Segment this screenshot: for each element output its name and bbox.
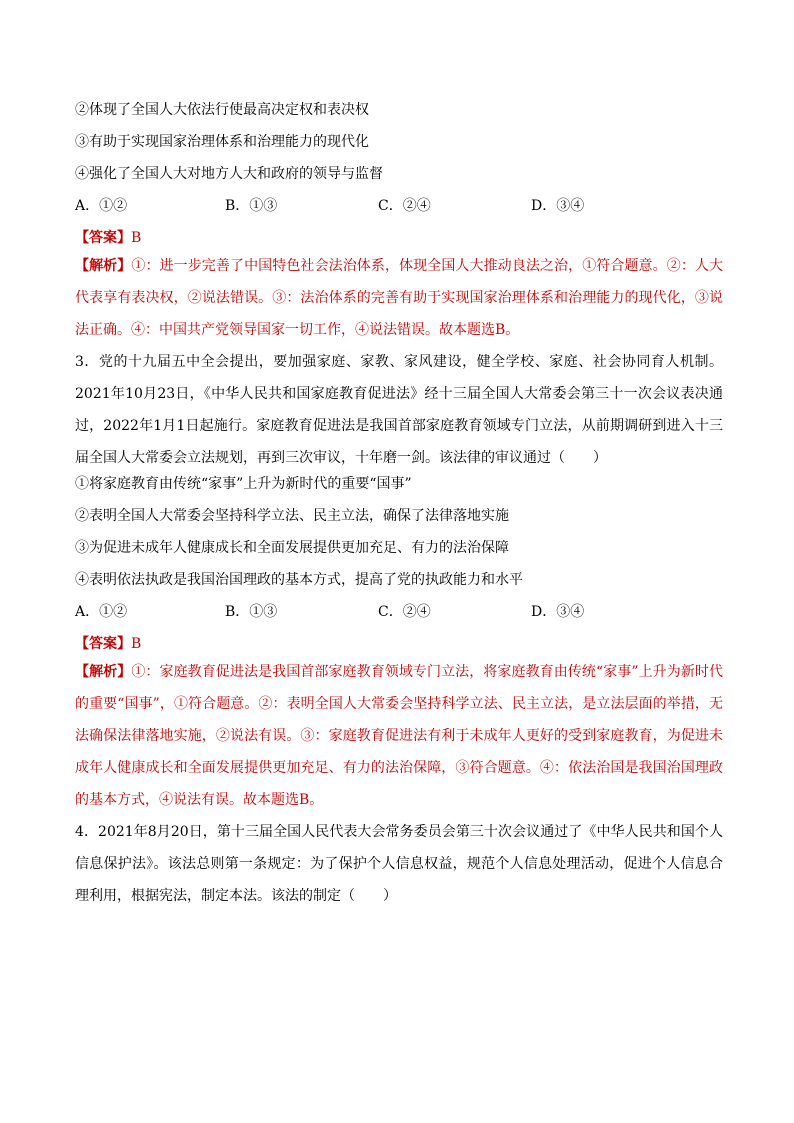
q3-option-a: A．①② [75, 604, 128, 620]
q3-answer-value: B [131, 636, 142, 652]
q3-answer [75, 634, 725, 654]
q3-item-3: ③为促进未成年人健康成长和全面发展提供更加充足、有力的法治保障 [75, 540, 509, 556]
q2-options [75, 196, 725, 216]
q2-item-4: ④强化了全国人大对地方人大和政府的领导与监督 [75, 166, 383, 182]
q3-item-2: ②表明全国人大常委会坚持科学立法、民主立法，确保了法律落地实施 [75, 508, 509, 524]
q2-answer [75, 228, 725, 248]
q3-item-1: ①将家庭教育由传统“家事”上升为新时代的重要“国事” [75, 476, 412, 492]
q3-stem: 3．党的十九届五中全会提出，要加强家庭、家教、家风建设，健全学校、家庭、社会协同育人机制。2021年10月23日，《中华人民共和国家庭教育促进法》经十三届全国人大常委会第三十一次会议表决通过，2022年1月1日起施行。家庭教育促进法是我国首部家庭教育领域专门立法，从前期调研到进入十三届全国人大常委会立法规划，再到三次审议，十年磨一剑。该法律的审议通过（ ） [75, 354, 723, 466]
q2-option-a: A．①② [75, 198, 128, 214]
q3-analysis-text: ①：家庭教育促进法是我国首部家庭教育领域专门立法，将家庭教育由传统“家事”上升为新时代的重要“国事”，①符合题意。②：表明全国人大常委会坚持科学立法、民主立法，是立法层面的举措，无法确保法律落地实施，②说法有误。③：家庭教育促进法有利于未成年人更好的受到家庭教育，为促进未成年人健康成长和全面发展提供更加充足、有力的法治保障，③符合题意。④：依法治国是我国治国理政的基本方式，④说法有误。故本题选B。 [75, 664, 724, 808]
q4-stem: 4．2021年8月20日，第十三届全国人民代表大会常务委员会第三十次会议通过了《中华人民共和国个人信息保护法》。该法总则第一条规定：为了保护个人信息权益，规范个人信息处理活动，促进个人信息合理利用，根据宪法，制定本法。该法的制定（ ） [75, 824, 723, 904]
q2-item-3: ③有助于实现国家治理体系和治理能力的现代化 [75, 134, 369, 150]
q2-option-b: B．①③ [225, 198, 278, 214]
q3-option-c: C．②④ [378, 604, 431, 620]
q3-analysis-tag: 【解析】 [75, 664, 132, 680]
q2-answer-tag: 【答案】 [75, 230, 131, 246]
q2-option-c: C．②④ [378, 198, 431, 214]
q3-analysis [75, 656, 723, 816]
q2-answer-value: B [131, 230, 142, 246]
q3-options [75, 602, 725, 622]
q3-option-b: B．①③ [225, 604, 278, 620]
q3-answer-tag: 【答案】 [75, 636, 131, 652]
q3-item-4: ④表明依法执政是我国治国理政的基本方式，提高了党的执政能力和水平 [75, 572, 523, 588]
q2-analysis [75, 250, 723, 346]
q2-option-d: D．③④ [531, 198, 585, 214]
q3-option-d: D．③④ [531, 604, 585, 620]
q2-item-2: ②体现了全国人大依法行使最高决定权和表决权 [75, 102, 369, 118]
q2-analysis-text: ①：进一步完善了中国特色社会法治体系，体现全国人大推动良法之治，①符合题意。②：人大代表享有表决权，②说法错误。③：法治体系的完善有助于实现国家治理体系和治理能力的现代化，③说法正确。④：中国共产党领导国家一切工作，④说法错误。故本题选B。 [75, 258, 724, 338]
q2-analysis-tag: 【解析】 [75, 258, 132, 274]
